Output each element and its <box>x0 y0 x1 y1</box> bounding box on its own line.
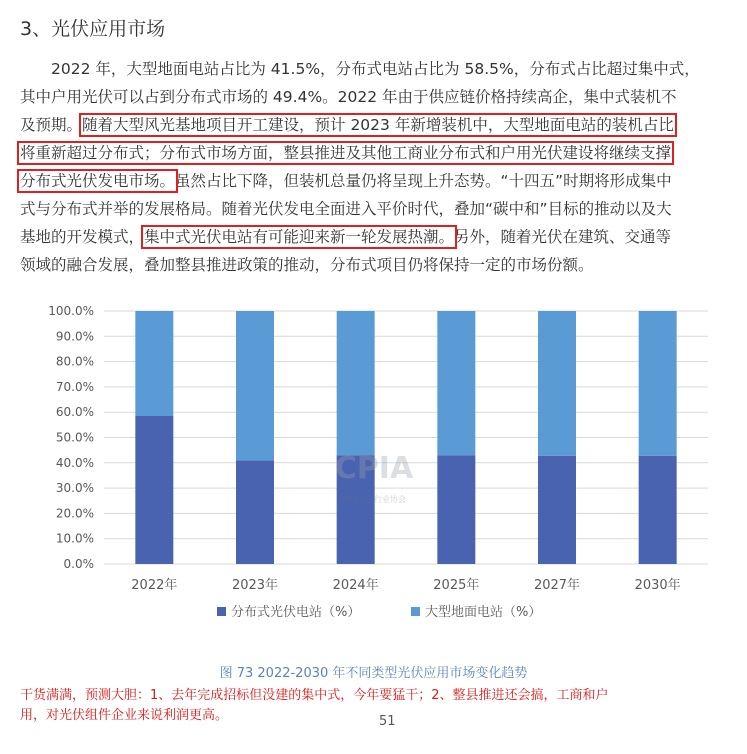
paragraph-line-5: 分布式光伏发电市场。虽然占比下降，但装机总量仍将呈现上升态势。“十四五”时期将形成集中 <box>20 172 672 190</box>
x-axis-labels <box>131 577 680 593</box>
chart-legend <box>217 604 541 620</box>
x-tick-label: 2025年 <box>433 578 480 593</box>
highlight-box-2: 将重新超过分布式；分布式市场方面，整县推进及其他工商业分布式和户用光伏建设将继续支撑 <box>20 144 672 162</box>
paragraph-line-6: 式与分布式并举的发展格局。随着光伏发电全面进入平价时代，叠加“碳中和”目标的推动以及大 <box>20 200 672 218</box>
y-tick-label: 80.0% <box>55 354 94 369</box>
section-title: 3、光伏应用市场 <box>20 18 166 40</box>
paragraph-line-1: 2022 年，大型地面电站占比为 41.5%，分布式电站占比为 58.5%，分布式占比超过集中式， <box>51 60 700 78</box>
highlight-box-1: 随着大型风光基地项目开工建设，预计 2023 年新增装机中，大型地面电站的装机占比 <box>82 116 674 134</box>
x-tick-label: 2030年 <box>634 578 681 593</box>
bar-segment-distributed-5 <box>639 456 677 564</box>
bar-segment-distributed-4 <box>538 456 576 564</box>
y-axis-ticks <box>48 304 94 571</box>
stacked-bar-chart <box>0 295 747 650</box>
legend-label: 大型地面电站（%） <box>425 605 542 620</box>
y-tick-label: 100.0% <box>48 304 94 318</box>
cpia-watermark <box>335 451 414 504</box>
bar-segment-ground-1 <box>236 311 274 460</box>
figure-caption: 图 73 2022-2030 年不同类型光伏应用市场变化趋势 <box>219 666 528 681</box>
x-tick-label: 2023年 <box>231 578 279 593</box>
highlight-box-4: 集中式光伏电站有可能迎来新一轮发展热潮。 <box>144 228 455 246</box>
y-tick-label: 20.0% <box>55 506 94 521</box>
bar-segment-ground-5 <box>639 311 677 456</box>
paragraph-line-7: 基地的开发模式，集中式光伏电站有可能迎来新一轮发展热潮。另外，随着光伏在建筑、交通等 <box>20 228 672 246</box>
y-tick-label: 10.0% <box>55 531 94 546</box>
bar-segment-ground-3 <box>437 311 475 455</box>
legend-label: 分布式光伏电站（%） <box>231 605 361 620</box>
bar-segment-ground-4 <box>538 311 576 456</box>
y-tick-label: 60.0% <box>55 405 94 420</box>
x-tick-label: 2022年 <box>131 578 178 593</box>
paragraph-line-4 <box>20 141 671 165</box>
legend-swatch <box>411 607 420 616</box>
bar-segment-distributed-1 <box>236 460 274 564</box>
bar-segment-ground-2 <box>337 311 375 455</box>
bar-segment-ground-0 <box>135 311 173 416</box>
paragraph-line-3: 及预期。随着大型风光基地项目开工建设，预计 2023 年新增装机中，大型地面电站的装机占比 <box>20 116 674 134</box>
red-note-line-1: 干货满满，预测大胆：1、去年完成招标但没建的集中式，今年要猛干；2、整县推进还会搞，工商和户 <box>20 688 609 703</box>
chart-grid <box>104 311 708 564</box>
paragraph-line-8: 领域的融合发展，叠加整县推进政策的推动，分布式项目仍将保持一定的市场份额。 <box>20 256 594 274</box>
highlight-box-3: 分布式光伏发电市场。 <box>20 172 176 190</box>
legend-swatch <box>217 607 226 616</box>
y-tick-label: 30.0% <box>55 481 94 496</box>
y-tick-label: 50.0% <box>55 430 94 445</box>
paragraph-line-2: 其中户用光伏可以占到分布式市场的 49.4%。2022 年由于供应链价格持续高企，集中式装机不 <box>20 88 677 106</box>
y-tick-label: 0.0% <box>63 557 94 571</box>
watermark-logo-text: CPIA <box>334 451 414 486</box>
page-number: 51 <box>379 714 396 729</box>
watermark-sub-text: 中国光伏行业协会 <box>342 495 406 504</box>
y-tick-label: 40.0% <box>55 455 94 470</box>
bar-segment-distributed-0 <box>135 416 173 564</box>
red-note-line-2: 用，对光伏组件企业来说利润更高。 <box>20 708 229 723</box>
x-tick-label: 2027年 <box>533 578 581 593</box>
y-tick-label: 70.0% <box>55 379 94 394</box>
x-tick-label: 2024年 <box>332 578 379 593</box>
y-tick-label: 90.0% <box>55 329 94 344</box>
bar-segment-distributed-3 <box>437 455 475 564</box>
